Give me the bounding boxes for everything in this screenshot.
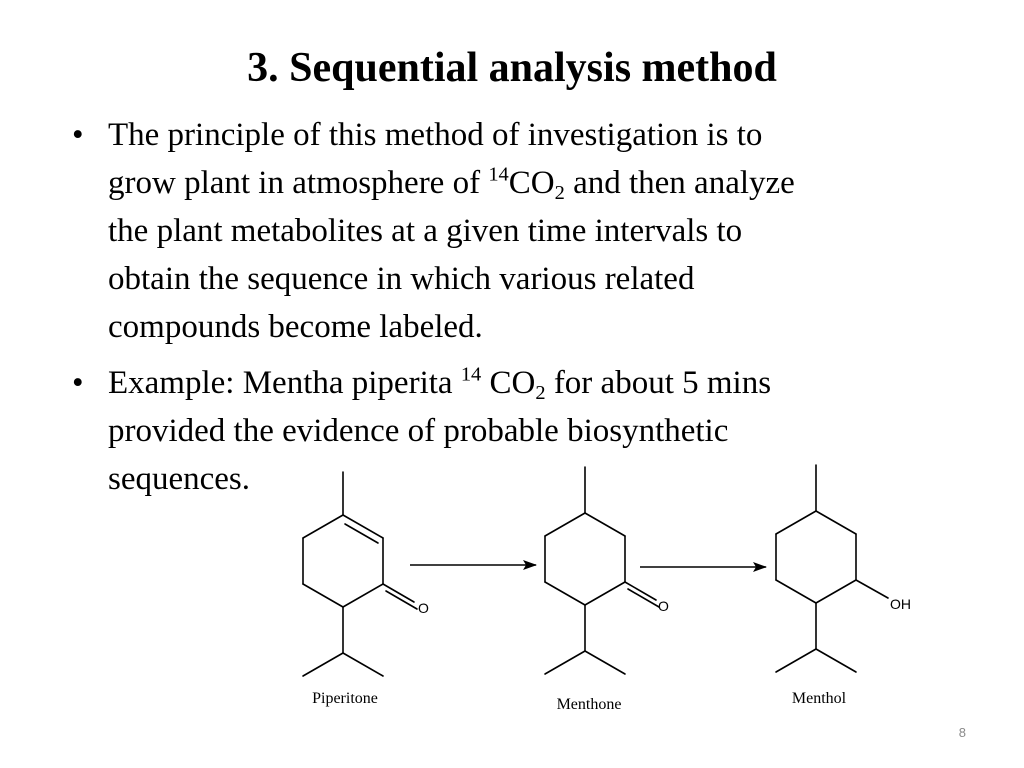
bullet-1-line-5: compounds become labeled.	[108, 309, 483, 345]
bullet-2-line-2: provided the evidence of probable biosynthetic	[108, 413, 729, 449]
text-segment: Example: Mentha piperita	[108, 365, 461, 401]
bullet-2-line-3: sequences.	[108, 461, 251, 497]
text-segment: for about 5 mins	[545, 365, 772, 401]
page-number: 8	[958, 725, 966, 740]
piperitone-structure	[303, 472, 417, 676]
text-segment: CO	[508, 165, 555, 201]
slide-title: 3. Sequential analysis method	[247, 45, 777, 91]
text-segment: grow plant in atmosphere of	[108, 165, 489, 201]
text-segment: CO	[481, 365, 536, 401]
piperitone-oxygen-label: O	[418, 600, 429, 616]
formula-subscript: 2	[554, 182, 565, 205]
menthol-structure	[776, 465, 888, 672]
isotope-superscript: 14	[460, 363, 482, 386]
piperitone-label: Piperitone	[312, 690, 378, 707]
text-segment: and then analyze	[564, 165, 795, 201]
menthol-hydroxyl-label: OH	[890, 596, 911, 612]
bullet-marker: •	[72, 365, 84, 401]
bullet-marker: •	[72, 117, 84, 153]
bullet-1-line-1: The principle of this method of investigation is to	[108, 117, 763, 153]
formula-subscript: 2	[535, 382, 546, 405]
bullet-1-line-4: obtain the sequence in which various related	[108, 261, 695, 297]
menthone-oxygen-label: O	[658, 598, 669, 614]
menthol-label: Menthol	[791, 690, 847, 707]
isotope-superscript: 14	[488, 163, 509, 186]
bullet-1-line-3: the plant metabolites at a given time intervals to	[108, 213, 743, 249]
menthone-label: Menthone	[556, 696, 622, 713]
menthone-structure	[545, 467, 659, 674]
